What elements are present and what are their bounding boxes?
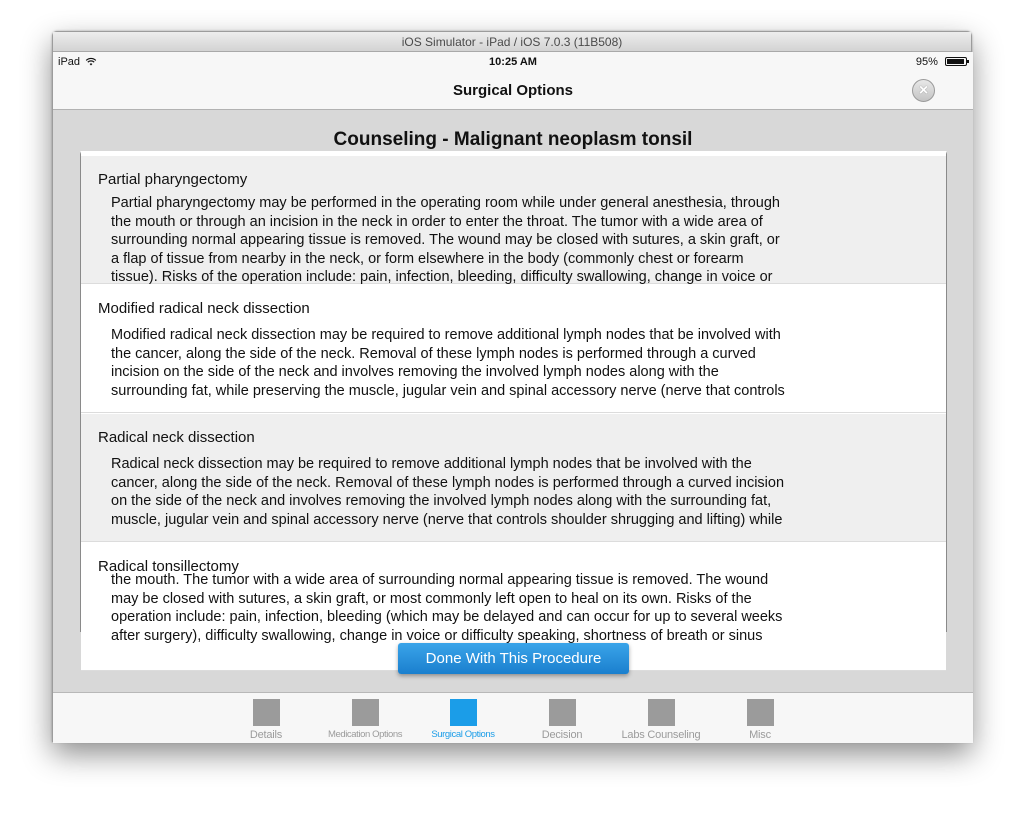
section-body: Modified radical neck dissection may be required to remove additional lymph nodes that be involved with the cancer, along the side of the neck. Removal of these lymph nodes is performed through a curved incision on the side of the neck and involves removing the involved lymph nodes along with the surrounding fat, while preserving the muscle, jugular vein and spinal accessory nerve (nerve that controls bbox=[111, 327, 785, 399]
tab-bar bbox=[53, 692, 973, 743]
tab-label: Misc bbox=[749, 729, 771, 741]
tab-decision[interactable] bbox=[512, 697, 612, 741]
section-title: Modified radical neck dissection bbox=[98, 300, 310, 317]
status-device-label: iPad bbox=[58, 56, 81, 68]
nav-title: Surgical Options bbox=[452, 82, 573, 99]
medication-tab-icon bbox=[352, 699, 379, 726]
tab-label: Labs Counseling bbox=[621, 729, 701, 741]
tab-misc[interactable] bbox=[710, 697, 810, 741]
battery-icon bbox=[945, 57, 967, 66]
simulator-title-bar: iOS Simulator - iPad / iOS 7.0.3 (11B508) bbox=[53, 32, 971, 52]
labs-tab-icon bbox=[648, 699, 675, 726]
section-title: Radical tonsillectomy bbox=[98, 558, 239, 575]
close-icon: × bbox=[918, 81, 929, 99]
details-tab-icon bbox=[253, 699, 280, 726]
decision-tab-icon bbox=[549, 699, 576, 726]
tab-details[interactable] bbox=[216, 697, 316, 741]
tab-label: Details bbox=[249, 729, 283, 741]
status-bar bbox=[53, 52, 973, 72]
ipad-screen bbox=[53, 52, 973, 743]
procedure-list[interactable] bbox=[80, 151, 947, 644]
section-body: the mouth. The tumor with a wide area of surrounding normal appearing tissue is removed. The wound may be closed with sutures, a skin graft, or most commonly left open to heal on its own. Risks of the operation include: pain, infection, bleeding (which may be delayed and can occur for up to several weeks after surgery), difficulty swallowing, change in voice or difficulty speaking, shortness of breath or sinus bbox=[111, 572, 783, 644]
section-title: Partial pharyngectomy bbox=[98, 171, 248, 188]
status-time: 10:25 AM bbox=[489, 56, 537, 68]
section-body: Radical neck dissection may be required to remove additional lymph nodes that be involved with the cancer, along the side of the neck. Removal of these lymph nodes is performed through a curved incision on the side of the neck and involves removing the involved lymph nodes along with the surrounding fat, muscle, jugular vein and spinal accessory nerve (nerve that controls shoulder shrugging and lifting) while bbox=[111, 456, 785, 528]
tab-medication-options[interactable] bbox=[315, 697, 415, 741]
tab-label: Surgical Options bbox=[431, 729, 495, 740]
misc-tab-icon bbox=[747, 699, 774, 726]
tab-labs-counseling[interactable] bbox=[611, 697, 711, 741]
section-title: Radical neck dissection bbox=[98, 429, 255, 446]
close-button[interactable] bbox=[912, 79, 935, 102]
surgical-tab-icon bbox=[450, 699, 477, 726]
section-partial-pharyngectomy[interactable] bbox=[81, 156, 946, 284]
done-with-procedure-button[interactable]: Done With This Procedure bbox=[398, 643, 629, 674]
battery-percent: 95% bbox=[915, 56, 938, 68]
simulator-window bbox=[52, 31, 972, 742]
tab-label: Decision bbox=[541, 729, 583, 741]
tab-label: Medication Options bbox=[327, 729, 403, 740]
section-body: Partial pharyngectomy may be performed in the operating room while under general anesthesia, through the mouth or through an incision in the neck in order to enter the throat. The tumor with a wide area of surrounding normal appearing tissue is removed. The wound may be closed with sutures, a skin graft, or a flap of tissue from nearby in the neck, or form elsewhere in the body (commonly chest or forearm tissue). Risks of the operation include: pain, infection, bleeding, difficulty swallowing, change in voice or bbox=[111, 195, 780, 285]
tab-surgical-options[interactable] bbox=[413, 697, 513, 741]
section-radical-neck-dissection[interactable] bbox=[81, 414, 946, 542]
section-modified-radical-neck-dissection[interactable] bbox=[81, 285, 946, 413]
navigation-bar bbox=[53, 72, 973, 110]
page-heading: Counseling - Malignant neoplasm tonsil bbox=[333, 129, 693, 150]
status-battery bbox=[916, 52, 967, 72]
